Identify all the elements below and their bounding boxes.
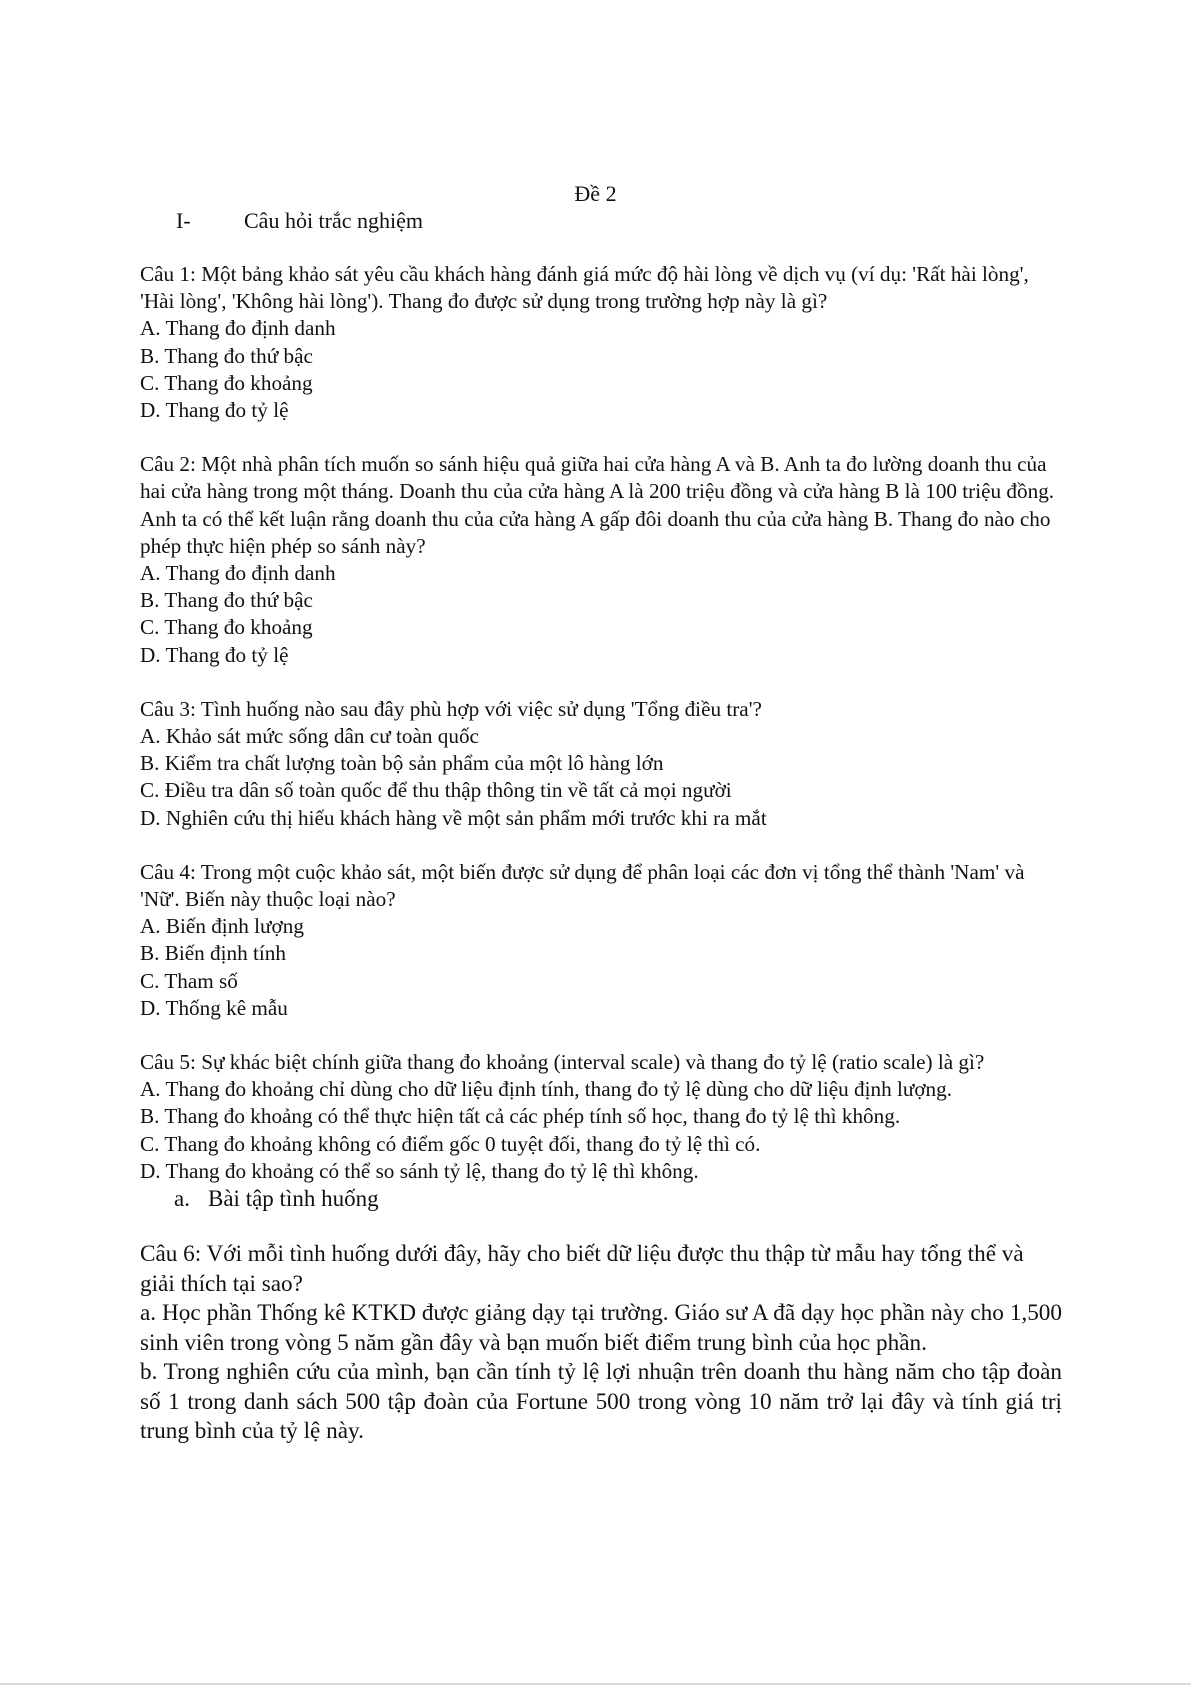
section-label: Câu hỏi trắc nghiệm bbox=[244, 208, 424, 233]
question-stem: Câu 5: Sự khác biệt chính giữa thang đo khoảng (interval scale) và thang đo tỷ lệ (ratio scale) là gì? bbox=[140, 1050, 985, 1075]
answer-option: D. Thang đo tỷ lệ bbox=[140, 398, 289, 423]
subsection-number: a. bbox=[174, 1186, 190, 1212]
answer-option: B. Thang đo thứ bậc bbox=[140, 343, 313, 368]
question-4 bbox=[140, 859, 1062, 1022]
answer-option: C. Thang đo khoảng bbox=[140, 370, 313, 395]
answer-option: D. Thống kê mẫu bbox=[140, 995, 288, 1020]
answer-option: B. Thang đo thứ bậc bbox=[140, 588, 313, 613]
answer-option: A. Thang đo định danh bbox=[140, 316, 336, 341]
question-5 bbox=[140, 1049, 1062, 1185]
question-3 bbox=[140, 696, 1062, 832]
answer-option: C. Tham số bbox=[140, 968, 238, 993]
section-number: I- bbox=[176, 208, 191, 233]
case-part-a: a. Học phần Thống kê KTKD được giảng dạy tại trường. Giáo sư A đã dạy học phần này cho 1,500 sinh viên trong vòng 5 năm gần đây và bạn muốn biết điểm trung bình của học phần. bbox=[140, 1300, 1062, 1356]
case-question-stem: Câu 6: Với mỗi tình huống dưới đây, hãy cho biết dữ liệu được thu thập từ mẫu hay tổng thể và giải thích tại sao? bbox=[140, 1241, 1024, 1297]
document-content bbox=[140, 261, 1062, 1447]
question-stem: Câu 3: Tình huống nào sau đây phù hợp với việc sử dụng 'Tổng điều tra'? bbox=[140, 696, 762, 721]
answer-option: D. Nghiên cứu thị hiếu khách hàng về một sản phẩm mới trước khi ra mắt bbox=[140, 805, 767, 830]
answer-option: A. Thang đo định danh bbox=[140, 561, 336, 586]
answer-option: C. Thang đo khoảng bbox=[140, 615, 313, 640]
document-title: Đề 2 bbox=[574, 181, 617, 206]
case-part-b: b. Trong nghiên cứu của mình, bạn cần tính tỷ lệ lợi nhuận trên doanh thu hàng năm cho tập đoàn số 1 trong danh sách 500 tập đoàn của Fortune 500 trong vòng 10 năm trở lại đây và tính giá trị trung bình của tỷ lệ này. bbox=[140, 1359, 1062, 1445]
question-stem: Câu 1: Một bảng khảo sát yêu cầu khách hàng đánh giá mức độ hài lòng về dịch vụ (ví dụ: 'Rất hài lòng', 'Hài lòng', 'Không hài lòng'). Thang đo được sử dụng trong trường hợp này là gì? bbox=[140, 262, 1029, 314]
answer-option: D. Thang đo khoảng có thể so sánh tỷ lệ, thang đo tỷ lệ thì không. bbox=[140, 1158, 699, 1183]
answer-option: D. Thang đo tỷ lệ bbox=[140, 642, 289, 667]
subsection-label: Bài tập tình huống bbox=[208, 1186, 379, 1212]
answer-option: B. Kiểm tra chất lượng toàn bộ sản phẩm của một lô hàng lớn bbox=[140, 751, 664, 776]
answer-option: A. Biến định lượng bbox=[140, 914, 304, 939]
question-2 bbox=[140, 451, 1062, 669]
section-heading bbox=[176, 207, 423, 235]
subsection-heading bbox=[174, 1185, 1062, 1213]
case-question bbox=[140, 1240, 1062, 1447]
answer-option: B. Biến định tính bbox=[140, 941, 286, 966]
answer-option: C. Điều tra dân số toàn quốc để thu thập thông tin về tất cả mọi người bbox=[140, 778, 732, 803]
answer-option: A. Khảo sát mức sống dân cư toàn quốc bbox=[140, 724, 479, 749]
question-stem: Câu 4: Trong một cuộc khảo sát, một biến được sử dụng để phân loại các đơn vị tổng thể thành 'Nam' và 'Nữ'. Biến này thuộc loại nào? bbox=[140, 859, 1025, 912]
answer-option: A. Thang đo khoảng chỉ dùng cho dữ liệu định tính, thang đo tỷ lệ dùng cho dữ liệu định lượng. bbox=[140, 1077, 953, 1102]
answer-option: C. Thang đo khoảng không có điểm gốc 0 tuyệt đối, thang đo tỷ lệ thì có. bbox=[140, 1131, 761, 1156]
question-stem: Câu 2: Một nhà phân tích muốn so sánh hiệu quả giữa hai cửa hàng A và B. Anh ta đo lường doanh thu của hai cửa hàng trong một tháng. Doanh thu của cửa hàng A là 200 triệu đồng và cửa hàng B là 100 triệu đồng. Anh ta có thể kết luận rằng doanh thu của cửa hàng A gấp đôi doanh thu của cửa hàng B. Thang đo nào cho phép thực hiện phép so sánh này? bbox=[140, 452, 1055, 558]
answer-option: B. Thang đo khoảng có thể thực hiện tất cả các phép tính số học, thang đo tỷ lệ thì không. bbox=[140, 1104, 901, 1129]
question-1 bbox=[140, 261, 1062, 424]
